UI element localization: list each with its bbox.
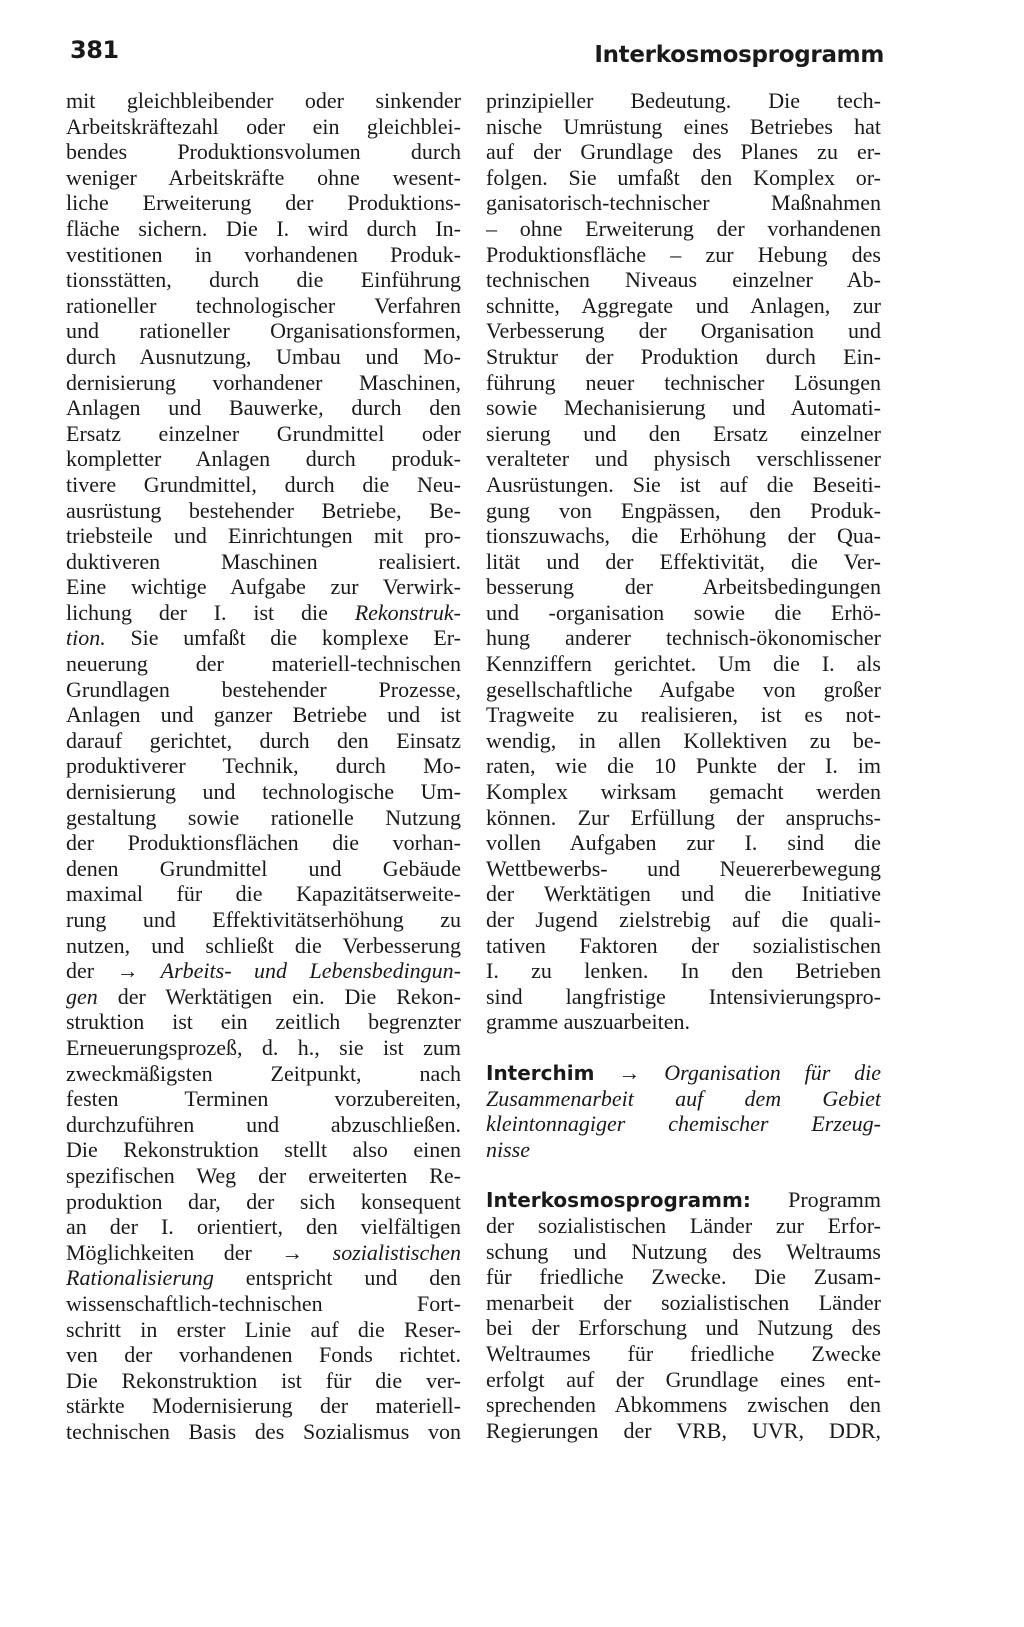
text-line: bei der Erforschung und Nutzung des: [486, 1315, 881, 1341]
text-line: stärkte Modernisierung der materiell-: [66, 1393, 461, 1419]
text-line: hung anderer technisch-ökonomischer: [486, 625, 881, 651]
cross-reference-link[interactable]: nisse: [486, 1136, 530, 1162]
text-line: schung und Nutzung des Weltraums: [486, 1238, 881, 1264]
cross-reference-link[interactable]: Rationalisierung: [66, 1265, 214, 1291]
text-run: der Werktätigen ein. Die Rekon-: [97, 983, 461, 1009]
text-line: [66, 625, 461, 651]
text-line: bendes Produktionsvolumen durch: [66, 139, 461, 165]
cross-reference-link[interactable]: gen: [66, 983, 98, 1009]
text-line: maximal für die Kapazitätserweite-: [66, 881, 461, 907]
text-line: struktion ist ein zeitlich begrenzter: [66, 1009, 461, 1035]
text-line: [66, 984, 461, 1010]
text-line: Ersatz einzelner Grundmittel oder: [66, 420, 461, 446]
text-line: [66, 600, 461, 626]
text-line: spezifischen Weg der erweiterten Re-: [66, 1162, 461, 1188]
text-line: [66, 1265, 461, 1291]
text-run: Programm: [750, 1187, 881, 1213]
text-line: schnitte, Aggregate und Anlagen, zur: [486, 292, 881, 318]
text-line: wendig, in allen Kollektiven zu be-: [486, 727, 881, 753]
text-line: nutzen, und schließt die Verbesserung: [66, 932, 461, 958]
text-line: ganisatorisch-technischer Maßnahmen: [486, 190, 881, 216]
text-line: durchzuführen und abzuschließen.: [66, 1111, 461, 1137]
text-line: fläche sichern. Die I. wird durch In-: [66, 215, 461, 241]
text-run: Möglichkeiten der: [66, 1239, 282, 1265]
cross-reference-link[interactable]: kleintonnagiger chemischer Erzeug-: [486, 1111, 881, 1137]
text-line: Verbesserung der Organisation und: [486, 318, 881, 344]
text-line: auf der Grundlage des Planes zu er-: [486, 139, 881, 165]
cross-reference-term: tion.: [66, 625, 106, 651]
text-line: produktion dar, der sich konsequent: [66, 1188, 461, 1214]
text-line: Struktur der Produktion durch Ein-: [486, 343, 881, 369]
text-line: nische Umrüstung eines Betriebes hat: [486, 113, 881, 139]
text-line: sprechenden Abkommens zwischen den: [486, 1392, 881, 1418]
entry-interkosmosprogramm: [486, 1187, 881, 1443]
text-line: rung und Effektivitätserhöhung zu: [66, 907, 461, 932]
text-line: gung von Engpässen, den Produk-: [486, 497, 881, 523]
text-line: Die Rekonstruktion stellt also einen: [66, 1137, 461, 1163]
text-line: tionszuwachs, die Erhöhung der Qua-: [486, 523, 881, 549]
text-run: entspricht und den: [213, 1265, 461, 1291]
text-line: an der I. orientiert, den vielfältigen: [66, 1214, 461, 1240]
text-line: Regierungen der VRB, UVR, DDR,: [486, 1417, 881, 1443]
text-line: gestaltung sowie rationelle Nutzung: [66, 804, 461, 830]
text-line: Die Rekonstruktion ist für die ver-: [66, 1367, 461, 1393]
text-line: folgen. Sie umfaßt den Komplex or-: [486, 164, 881, 190]
text-line: sind langfristige Intensivierungspro-: [486, 983, 881, 1009]
text-line: lität und der Effektivität, die Ver-: [486, 548, 881, 574]
entry-gap: [486, 1035, 881, 1060]
cross-reference-link[interactable]: → Arbeits- und Lebensbedingun-: [116, 958, 461, 984]
text-line: Tragweite zu realisieren, ist es not-: [486, 702, 881, 728]
left-column: [66, 88, 461, 1444]
text-line: technischen Basis des Sozialismus von: [66, 1418, 461, 1444]
text-line: [66, 958, 461, 984]
right-column: [486, 88, 881, 1443]
text-run: lichung der I. ist die: [66, 599, 355, 625]
text-line: dernisierung vorhandener Maschinen,: [66, 369, 461, 395]
page-number: 381: [70, 36, 119, 64]
text-line: für friedliche Zwecke. Die Zusam-: [486, 1264, 881, 1290]
text-line: der sozialistischen Länder zur Erfor-: [486, 1212, 881, 1238]
text-line: wissenschaftlich-technischen Fort-: [66, 1290, 461, 1316]
text-line: [486, 1060, 881, 1086]
cross-reference-link[interactable]: → Organisation für die: [618, 1059, 881, 1085]
text-line: und rationeller Organisationsformen,: [66, 318, 461, 344]
text-line: duktiveren Maschinen realisiert.: [66, 548, 461, 574]
text-line: I. zu lenken. In den Betrieben: [486, 958, 881, 984]
text-line: der Produktionsflächen die vorhan-: [66, 830, 461, 856]
text-line: menarbeit der sozialistischen Länder: [486, 1289, 881, 1315]
text-line: tativen Faktoren der sozialistischen: [486, 932, 881, 958]
text-line: der Jugend zielstrebig auf die quali-: [486, 907, 881, 932]
text-line: veralteter und physisch verschlissener: [486, 446, 881, 472]
text-line: prinzipieller Bedeutung. Die tech-: [486, 88, 881, 113]
text-line: besserung der Arbeitsbedingungen: [486, 574, 881, 600]
text-line: zweckmäßigsten Zeitpunkt, nach: [66, 1060, 461, 1086]
text-line: neuerung der materiell-technischen: [66, 651, 461, 677]
text-line: denen Grundmittel und Gebäude: [66, 855, 461, 881]
text-line: führung neuer technischer Lösungen: [486, 369, 881, 395]
text-line: dernisierung und technologische Um-: [66, 779, 461, 805]
text-line: raten, wie die 10 Punkte der I. im: [486, 753, 881, 779]
text-line: festen Terminen vorzubereiten,: [66, 1086, 461, 1112]
text-line: und -organisation sowie die Erhö-: [486, 599, 881, 625]
text-line: – ohne Erweiterung der vorhandenen: [486, 215, 881, 241]
text-line: Erneuerungsprozeß, d. h., sie ist zum: [66, 1034, 461, 1060]
text-line: Arbeitskräftezahl oder ein gleichblei-: [66, 113, 461, 139]
text-line: schritt in erster Linie auf die Reser-: [66, 1316, 461, 1342]
text-line: tivere Grundmittel, durch die Neu-: [66, 471, 461, 497]
text-line: triebsteile und Einrichtungen mit pro-: [66, 523, 461, 549]
text-line: rationeller technologischer Verfahren: [66, 292, 461, 318]
text-line: durch Ausnutzung, Umbau und Mo-: [66, 343, 461, 369]
text-line: tionsstätten, durch die Einführung: [66, 267, 461, 293]
running-head: Interkosmosprogramm: [594, 42, 884, 68]
entry-gap: [486, 1162, 881, 1187]
text-line: Ausrüstungen. Sie ist auf die Beseiti-: [486, 471, 881, 497]
text-line: technischen Niveaus einzelner Ab-: [486, 267, 881, 293]
text-line: der Werktätigen und die Initiative: [486, 881, 881, 907]
text-line: Komplex wirksam gemacht werden: [486, 779, 881, 805]
text-line: Wettbewerbs- und Neuererbewegung: [486, 855, 881, 881]
cross-reference-term: Rekonstruk-: [354, 599, 461, 625]
text-line: sierung und den Ersatz einzelner: [486, 420, 881, 446]
text-line: erfolgt auf der Grundlage eines ent-: [486, 1366, 881, 1392]
entry-headword: Interkosmosprogramm:: [486, 1188, 751, 1213]
text-line: Anlagen und ganzer Betriebe und ist: [66, 702, 461, 728]
cross-reference-link[interactable]: → sozialistischen: [281, 1239, 461, 1265]
text-line: mit gleichbleibender oder sinkender: [66, 88, 461, 113]
text-line: vestitionen in vorhandenen Produk-: [66, 241, 461, 267]
text-line: Produktionsfläche – zur Hebung des: [486, 241, 881, 267]
text-line: darauf gerichtet, durch den Einsatz: [66, 727, 461, 753]
text-line: ven der vorhandenen Fonds richtet.: [66, 1342, 461, 1368]
text-line: können. Zur Erfüllung der anspruchs-: [486, 804, 881, 830]
text-line: gramme auszuarbeiten.: [486, 1009, 691, 1035]
text-line: Grundlagen bestehender Prozesse,: [66, 676, 461, 702]
text-line: liche Erweiterung der Produktions-: [66, 190, 461, 216]
text-line: [486, 1187, 881, 1213]
text-line: sowie Mechanisierung und Automati-: [486, 395, 881, 421]
entry-interchim: [486, 1060, 881, 1162]
text-line: kompletter Anlagen durch produk-: [66, 446, 461, 472]
text-run: der: [66, 958, 117, 984]
text-line: weniger Arbeitskräfte ohne wesent-: [66, 164, 461, 190]
text-line: Kennziffern gerichtet. Um die I. als: [486, 651, 881, 677]
text-line: Eine wichtige Aufgabe zur Verwirk-: [66, 574, 461, 600]
text-line: gesellschaftliche Aufgabe von großer: [486, 676, 881, 702]
text-line: vollen Aufgaben zur I. sind die: [486, 830, 881, 856]
text-line: Anlagen und Bauwerke, durch den: [66, 395, 461, 421]
text-run: Sie umfaßt die komplexe Er-: [105, 625, 461, 651]
text-line: [66, 1240, 461, 1266]
cross-reference-link[interactable]: Zusammenarbeit auf dem Gebiet: [486, 1085, 881, 1111]
text-line: Weltraumes für friedliche Zwecke: [486, 1340, 881, 1366]
text-line: produktiverer Technik, durch Mo-: [66, 753, 461, 779]
entry-headword: Interchim: [486, 1060, 595, 1085]
text-line: ausrüstung bestehender Betriebe, Be-: [66, 497, 461, 523]
